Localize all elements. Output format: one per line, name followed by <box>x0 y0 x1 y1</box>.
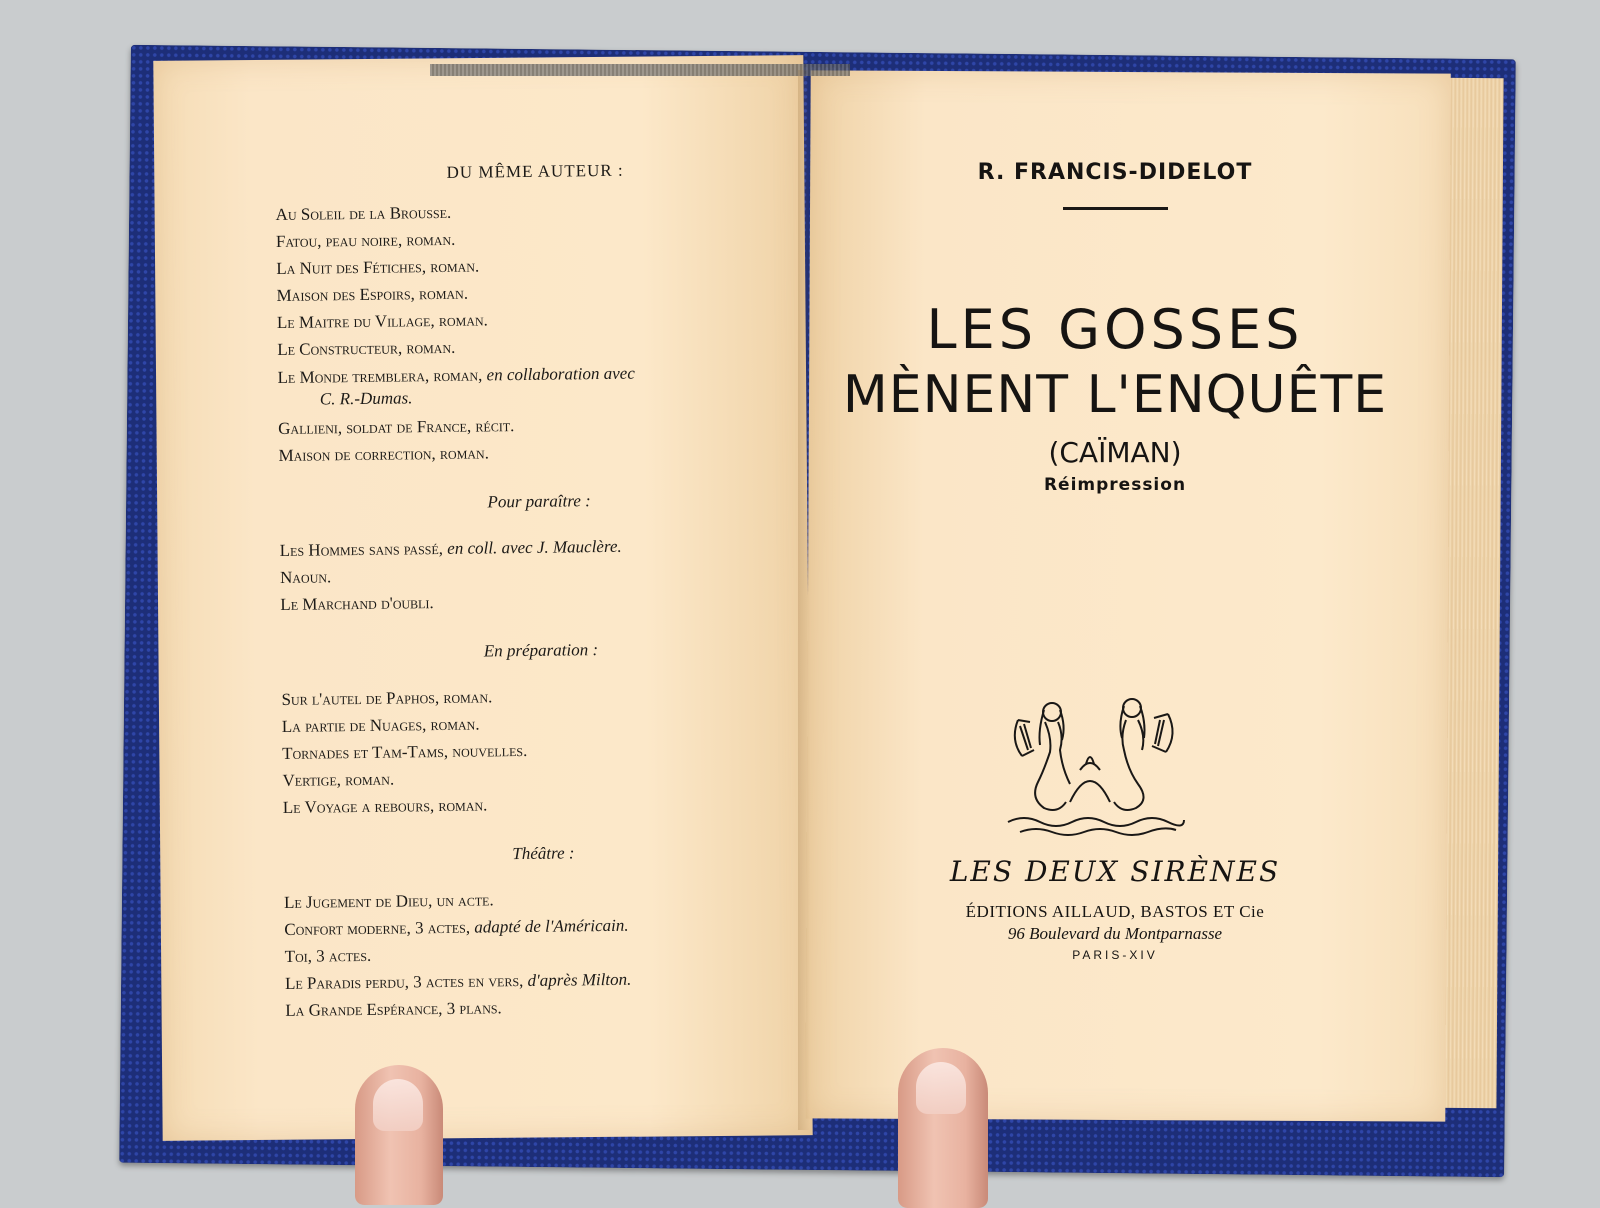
work-title: Vertige, roman. <box>282 769 395 790</box>
publisher-name: ÉDITIONS AILLAUD, BASTOS ET Cie <box>965 902 1265 921</box>
theatre-list <box>284 883 806 1024</box>
list-item <box>278 436 798 469</box>
work-title: Le Voyage a rebours, roman. <box>282 795 488 817</box>
left-thumb <box>355 1065 443 1205</box>
thumbnail <box>373 1079 423 1131</box>
right-thumb <box>898 1048 988 1208</box>
author-name: R. FRANCIS-DIDELOT <box>977 160 1253 185</box>
left-page-text <box>275 159 805 1024</box>
divider-rule <box>1063 207 1168 210</box>
works-heading: DU MÊME AUTEUR : <box>446 160 624 182</box>
work-note: adapté de l'Américain. <box>474 915 629 937</box>
work-title: Le Jugement de Dieu, un acte. <box>283 890 494 912</box>
work-title: Maison des Espoirs, roman. <box>276 283 469 305</box>
spine-binding <box>430 64 850 76</box>
work-title: La Nuit des Fétiches, roman. <box>276 256 480 278</box>
thumbnail <box>916 1062 966 1114</box>
work-title: Le Constructeur, roman. <box>277 337 456 359</box>
forthcoming-heading: Pour paraître : <box>487 491 591 512</box>
work-title: La Grande Espérance, 3 plans. <box>285 998 502 1020</box>
list-item <box>277 330 797 363</box>
two-sirens-emblem-icon <box>1000 690 1190 840</box>
publisher-address: 96 Boulevard du Montparnasse <box>1007 924 1223 943</box>
work-title: Maison de correction, roman. <box>278 443 490 465</box>
work-title: Les Hommes sans passé, <box>279 538 444 560</box>
list-item <box>280 585 800 618</box>
work-note: C. R.-Dumas. <box>319 388 413 409</box>
book-title-line1: LES GOSSES <box>926 298 1304 361</box>
work-note: en coll. avec J. Mauclère. <box>447 536 622 558</box>
work-note: en collaboration avec <box>486 363 635 385</box>
work-title: Gallieni, soldat de France, récit. <box>278 416 515 438</box>
forthcoming-list <box>280 531 801 618</box>
works-list <box>275 195 798 469</box>
title-page <box>820 150 1410 495</box>
book-subtitle: (CAÏMAN) <box>1048 436 1182 469</box>
work-title: Au Soleil de la Brousse. <box>275 202 452 224</box>
work-title: Toi, 3 actes. <box>284 945 372 966</box>
publisher-series: LES DEUX SIRÈNES <box>949 855 1281 888</box>
work-title: Le Monde tremblera, roman, <box>277 365 483 387</box>
work-title: Fatou, peau noire, roman. <box>275 229 456 251</box>
publisher-city: PARIS-XIV <box>1072 948 1158 962</box>
publisher-block <box>820 855 1410 962</box>
work-title: Le Maitre du Village, roman. <box>276 310 488 332</box>
preparation-list <box>281 680 803 821</box>
preparation-heading: En préparation : <box>483 640 599 661</box>
work-title: Le Marchand d'oubli. <box>280 593 434 614</box>
theatre-heading: Théâtre : <box>512 843 575 864</box>
work-title: La partie de Nuages, roman. <box>281 714 480 736</box>
work-title: Naoun. <box>279 567 332 587</box>
work-note: d'après Milton. <box>527 969 632 990</box>
book-title-line2: MÈNENT L'ENQUÊTE <box>842 365 1388 425</box>
work-title: Tornades et Tam-Tams, nouvelles. <box>282 740 528 763</box>
work-title: Confort moderne, 3 actes, <box>284 917 471 939</box>
edition-note: Réimpression <box>1043 475 1187 495</box>
work-title: Le Paradis perdu, 3 actes en vers, <box>284 971 524 993</box>
work-title: Sur l'autel de Paphos, roman. <box>281 687 493 709</box>
list-item <box>283 788 803 821</box>
